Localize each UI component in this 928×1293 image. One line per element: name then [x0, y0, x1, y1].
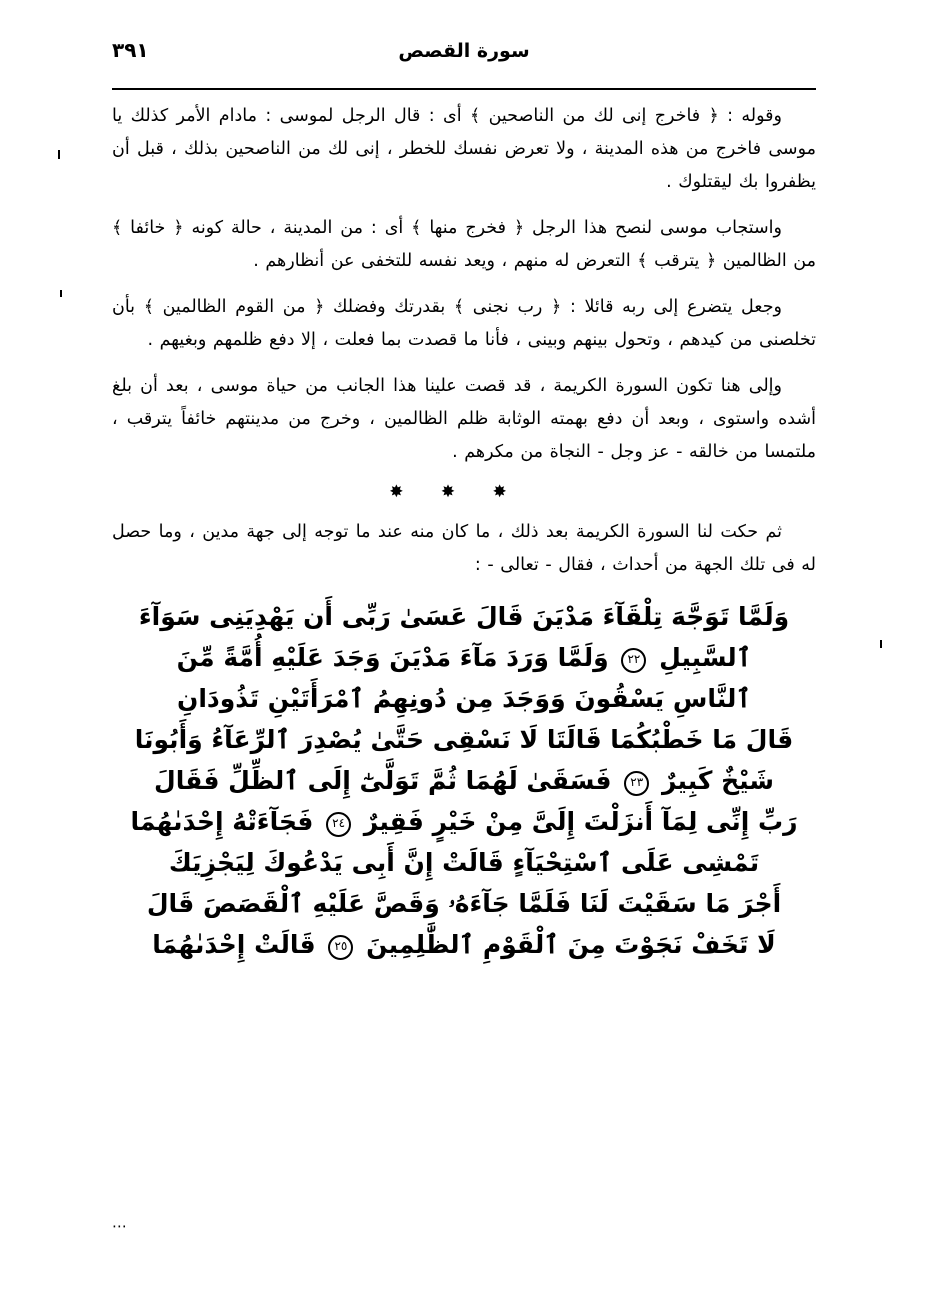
edge-tick-mark — [60, 290, 62, 297]
ayah-text: شَيْخٌ كَبِيرٌ — [661, 766, 774, 795]
surah-title: سورة القصص — [398, 40, 530, 62]
ayah-text: وَلَمَّا تَوَجَّهَ تِلْقَآءَ مَدْيَنَ قَالَ عَسَىٰ رَبِّى أَن يَهْدِيَنِى سَوَآءَ — [138, 602, 790, 631]
edge-tick-mark — [58, 150, 60, 159]
ayah-number-badge: ٢٣ — [624, 771, 649, 796]
header-divider — [112, 88, 816, 90]
paragraph: ثم حكت لنا السورة الكريمة بعد ذلك ، ما كان منه عند ما توجه إلى جهة مدين ، وما حصل له فى تلك الجهة من أحداث ، فقال - تعالى - : — [112, 522, 816, 575]
page-content — [112, 100, 816, 1253]
paragraph: وقوله : ﴿ فاخرج إنى لك من الناصحين ﴾ أى : قال الرجل لموسى : مادام الأمر كذلك يا موسى فاخرج من هذه المدينة ، ولا تعرض نفسك للخطر ، إنى لك من الناصحين بذلك ، قبل أن يظفروا بك ليقتلوك . — [112, 106, 816, 192]
ayah-text: ٱلسَّبِيلِ — [659, 643, 752, 672]
ayah-text: رَبِّ إِنِّى لِمَآ أَنزَلْتَ إِلَىَّ مِنْ خَيْرٍ فَقِيرٌ — [363, 807, 798, 836]
ayah-line — [112, 760, 816, 801]
ayah-number-badge: ٢٤ — [326, 812, 351, 837]
ayah-line — [112, 719, 816, 760]
paragraph: واستجاب موسى لنصح هذا الرجل ﴿ فخرج منها ﴾ أى : من المدينة ، حالة كونه ﴿ خائفا ﴾ من الظالمين ﴿ يترقب ﴾ التعرض له منهم ، ويعد نفسه للتخفى عن أنظارهم . — [112, 218, 816, 271]
ayah-line — [112, 924, 816, 965]
ayah-text: أَجْرَ مَا سَقَيْتَ لَنَا فَلَمَّا جَآءَهُۥ وَقَصَّ عَلَيْهِ ٱلْقَصَصَ قَالَ — [146, 889, 782, 918]
ayah-line — [112, 883, 816, 924]
ayah-text-continued: فَسَقَىٰ لَهُمَا ثُمَّ تَوَلَّىٰٓ إِلَى ٱلظِّلِّ فَقَالَ — [154, 766, 612, 795]
page-header — [112, 38, 816, 72]
ayah-number-badge: ٢٢ — [621, 648, 646, 673]
edge-tick-mark — [880, 640, 882, 648]
ayah-text-continued: قَالَتْ إِحْدَىٰهُمَا — [152, 930, 316, 959]
ayah-text-continued: وَلَمَّا وَرَدَ مَآءَ مَدْيَنَ وَجَدَ عَلَيْهِ أُمَّةً مِّنَ — [176, 643, 609, 672]
paragraph: وإلى هنا تكون السورة الكريمة ، قد قصت علينا هذا الجانب من حياة موسى ، بعد أن بلغ أشده واستوى ، وبعد أن دفع بهمته الوثابة ظلم الظالمين ، وخرج من مدينتهم خائفاً يترقب ، ملتمسا من خالقه - عز وجل - النجاة من مكرهم . — [112, 376, 816, 462]
quran-verses-block — [112, 596, 816, 965]
ayah-line — [112, 842, 816, 883]
footer-mark: ⋯ — [112, 1217, 129, 1235]
page-number: ٣٩١ — [112, 38, 149, 62]
ayah-text: قَالَ مَا خَطْبُكُمَا قَالَتَا لَا نَسْقِى حَتَّىٰ يُصْدِرَ ٱلرِّعَآءُ وَأَبُونَا — [134, 725, 794, 754]
ayah-line — [112, 678, 816, 719]
ayah-text: لَا تَخَفْ نَجَوْتَ مِنَ ٱلْقَوْمِ ٱلظَّٰلِمِينَ — [366, 930, 776, 959]
ayah-line — [112, 637, 816, 678]
section-separator: ✸ ✸ ✸ — [389, 482, 523, 502]
ayah-text-continued: فَجَآءَتْهُ إِحْدَىٰهُمَا — [130, 807, 314, 836]
ayah-line — [112, 801, 816, 842]
ayah-text: ٱلنَّاسِ يَسْقُونَ وَوَجَدَ مِن دُونِهِمُ ٱمْرَأَتَيْنِ تَذُودَانِ — [177, 684, 751, 713]
paragraph: وجعل يتضرع إلى ربه قائلا : ﴿ رب نجنى ﴾ بقدرتك وفضلك ﴿ من القوم الظالمين ﴾ بأن تخلصنى من كيدهم ، وتحول بينهم وبينى ، فأنا ما قصدت بما فعلت ، إلا دفع ظلمهم وبغيهم . — [112, 297, 816, 350]
ayah-text: تَمْشِى عَلَى ٱسْتِحْيَآءٍ قَالَتْ إِنَّ أَبِى يَدْعُوكَ لِيَجْزِيَكَ — [168, 848, 760, 877]
ayah-line — [112, 596, 816, 637]
ayah-number-badge: ٢٥ — [328, 935, 353, 960]
